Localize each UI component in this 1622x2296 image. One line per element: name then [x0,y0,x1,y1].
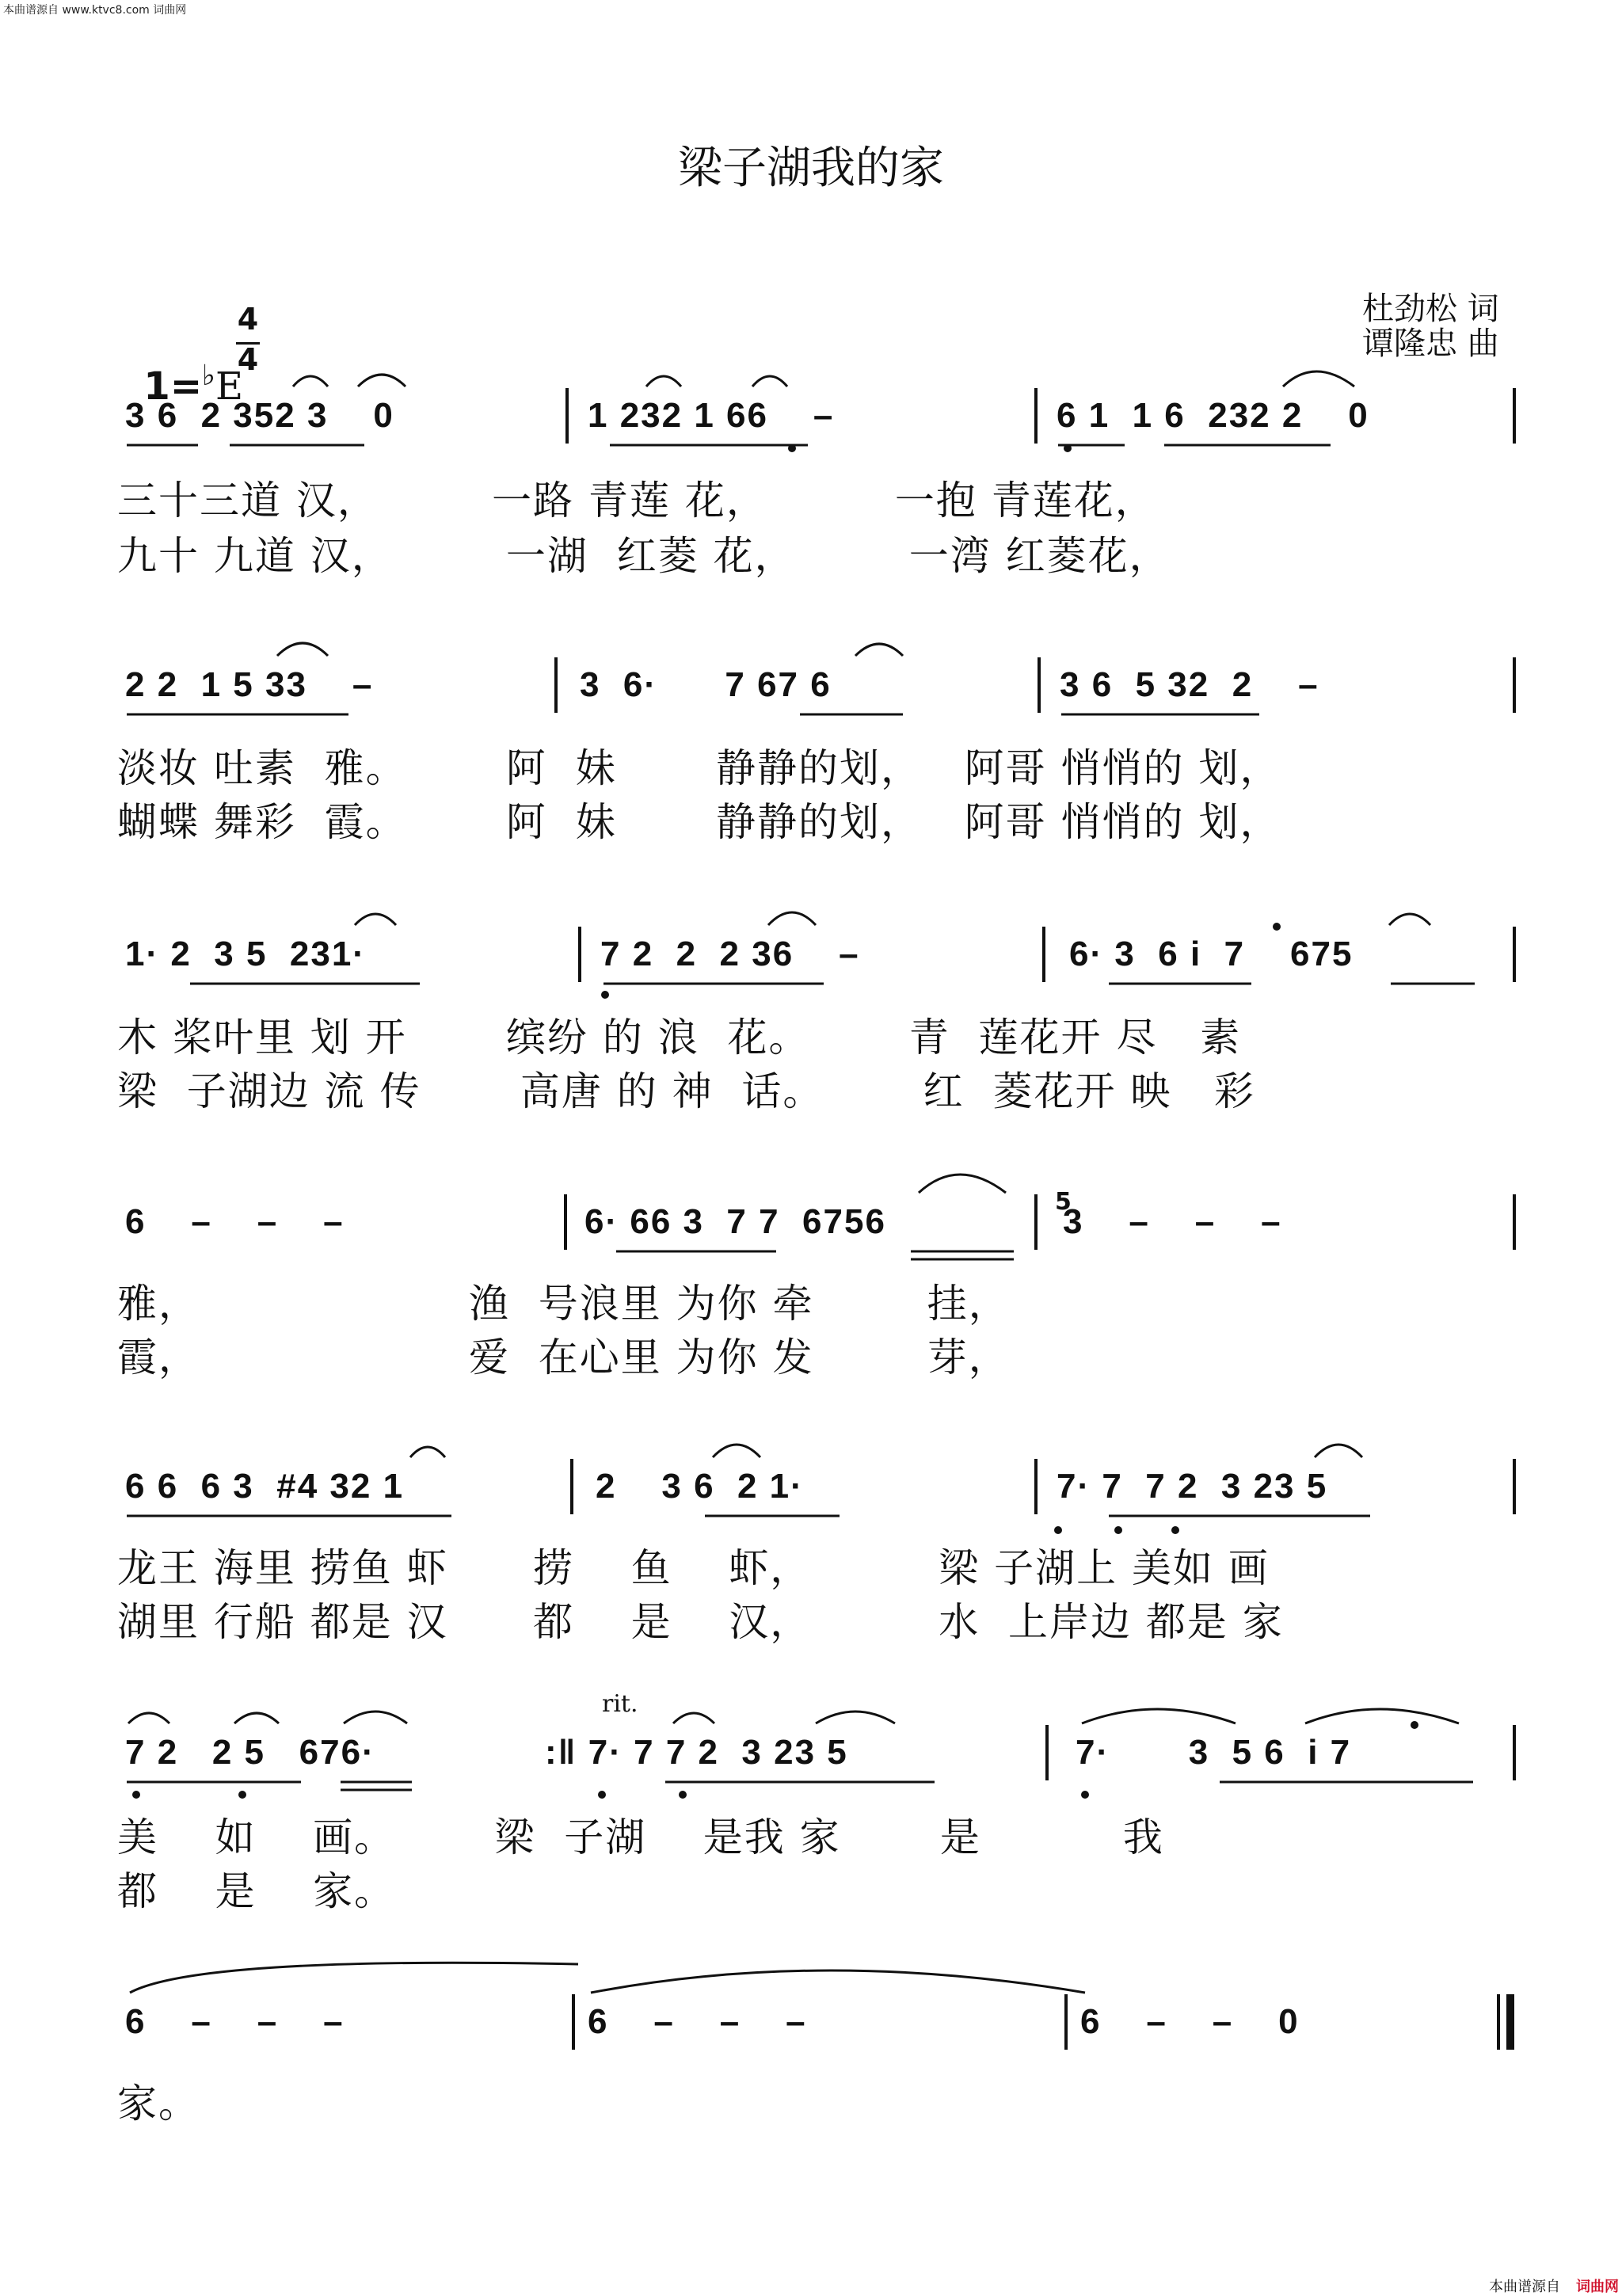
ritardando-marking: rit. [602,1690,638,1718]
row2-measure2: 3 6· 7 67 6 [580,665,832,704]
slur [234,1713,279,1723]
slur [816,1712,895,1723]
barline [1045,1725,1049,1780]
slur [410,1447,445,1457]
source-header: 本曲谱源自 www.ktvc8.com 词曲网 [3,4,187,17]
time-sig-top: 4 [237,302,259,337]
barline [1513,1194,1516,1250]
barline [1034,1459,1038,1514]
key-prefix: 1= [143,364,203,409]
slur [1315,1445,1362,1457]
final-barline-thin [1497,1994,1500,2050]
footer-source: 本曲谱源自 [1489,2279,1560,2295]
slur [919,1175,1006,1193]
footer-site: 词曲网 [1576,2279,1619,2295]
grace-note: 5 [1055,1188,1072,1216]
slur [277,643,328,656]
barline [572,1994,575,2050]
octave-dot [679,1791,687,1799]
row3-measure2: 7 2 2 2 36 – [600,935,860,973]
row5-lyrics-verse1: 龙王 海里 捞鱼 虾 捞 鱼 虾， 梁 子湖上 美如 画 [117,1545,1270,1591]
row3-lyrics-verse2: 梁 子湖边 流 传 高唐 的 神 话。 红 菱花开 映 彩 [117,1068,1256,1114]
row2-measure3: 3 6 5 32 2 – [1060,665,1319,704]
row6-measure1: 7 2 2 5 676· [125,1733,375,1772]
row3-measure1: 1· 2 3 5 231· [125,935,366,973]
song-title: 梁子湖我的家 [678,143,944,194]
octave-dot [1064,444,1072,452]
row5-measure3: 7· 7 7 2 3 23 5 [1057,1467,1328,1506]
row2-lyrics-verse2: 蝴蝶 舞彩 霞。 阿 妹 静静的划， 阿哥 悄悄的 划， [117,799,1281,845]
slur [293,376,328,386]
barline [1034,388,1038,444]
barline [1042,927,1045,982]
flat-sign: ♭ [202,360,216,392]
row3-measure3: 6· 3 6 i 7 675 [1069,935,1354,973]
octave-dot [132,1791,140,1799]
row6-measure2: :‖ 7· 7 7 2 3 23 5 [545,1733,848,1772]
slur [128,1713,169,1723]
row1-measure3: 6 1 1 6 232 2 0 [1057,396,1369,435]
row4-lyrics-verse1: 雅， 渔 号浪里 为你 牵 挂， [117,1281,1010,1327]
row3-lyrics-verse1: 木 桨叶里 划 开 缤纷 的 浪 花。 青 莲花开 尽 素 [117,1015,1242,1060]
slur [591,1970,1085,1993]
octave-dot [601,991,609,999]
slur [344,1712,407,1723]
octave-dot [1054,1526,1062,1534]
barline [1513,927,1516,982]
octave-dot [788,444,796,452]
row4-measure2: 6· 66 3 7 7 6756 [584,1202,886,1241]
barline [578,927,581,982]
key-note: E [215,364,244,409]
octave-dot [1411,1721,1418,1729]
barline [564,1194,567,1250]
octave-dot [238,1791,246,1799]
row1-measure1: 3 6 2 352 3 0 [125,396,394,435]
octave-dot [598,1791,606,1799]
row1-measure2: 1 232 1 66 – [588,396,835,435]
row6-lyrics-verse1: 美 如 画。 梁 子湖 是我 家 是 我 [117,1814,1164,1860]
composer-credit: 谭隆忠 曲 [1362,326,1499,362]
slur [1389,914,1430,925]
slur [1305,1709,1459,1723]
barline [1513,1725,1516,1780]
slur [855,644,903,656]
final-barline-thick [1506,1994,1514,2050]
barline [565,388,569,444]
row7-measure3: 6 – – 0 [1080,2002,1300,2041]
row6-lyrics-verse2: 都 是 家。 [117,1868,396,1914]
octave-dot [1273,923,1281,931]
row5-lyrics-verse2: 湖里 行船 都是 汉 都 是 汉， 水 上岸边 都是 家 [117,1599,1284,1645]
slur [130,1963,578,1993]
row1-lyrics-verse1: 三十三道 汉， 一路 青莲 花， 一抱 青莲花， [117,478,1156,524]
octave-dot [1114,1526,1122,1534]
slur [1283,371,1354,386]
row6-measure3: 7· 3 5 6 i 7 [1076,1733,1352,1772]
row4-lyrics-verse2: 霞， 爱 在心里 为你 发 芽， [117,1335,1010,1380]
barline [1513,1459,1516,1514]
row7-lyrics-verse1: 家。 [117,2081,200,2127]
row5-measure1: 6 6 6 3 #4 32 1 [125,1467,405,1506]
row1-lyrics-verse2: 九十 九道 汉， 一湖 红菱 花， 一湾 红菱花， [117,533,1171,579]
lyricist-credit: 杜劲松 词 [1362,291,1499,327]
octave-dot [1081,1791,1089,1799]
slur [1082,1709,1236,1723]
key-signature [117,315,243,409]
row7-measure1: 6 – – – [125,2002,345,2041]
slur [713,1445,760,1457]
barline [570,1459,573,1514]
row5-measure2: 2 3 6 2 1· [596,1467,804,1506]
barline [1034,1194,1038,1250]
slur [752,376,787,386]
row7-measure2: 6 – – – [588,2002,807,2041]
slur [673,1713,714,1723]
slur [358,375,406,386]
barline [1064,1994,1068,2050]
slur [355,914,396,925]
row2-measure1: 2 2 1 5 33 – [125,665,374,704]
barline [1038,657,1041,713]
octave-dot [1171,1526,1179,1534]
slur [768,912,816,925]
barline [1513,657,1516,713]
row4-measure3: 3 – – – [1063,1202,1282,1241]
time-sig-bottom: 4 [237,342,259,377]
row4-measure1: 6 – – – [125,1202,345,1241]
barline [554,657,558,713]
slur [646,376,681,386]
barline [1513,388,1516,444]
row2-lyrics-verse1: 淡妆 吐素 雅。 阿 妹 静静的划， 阿哥 悄悄的 划， [117,745,1281,791]
